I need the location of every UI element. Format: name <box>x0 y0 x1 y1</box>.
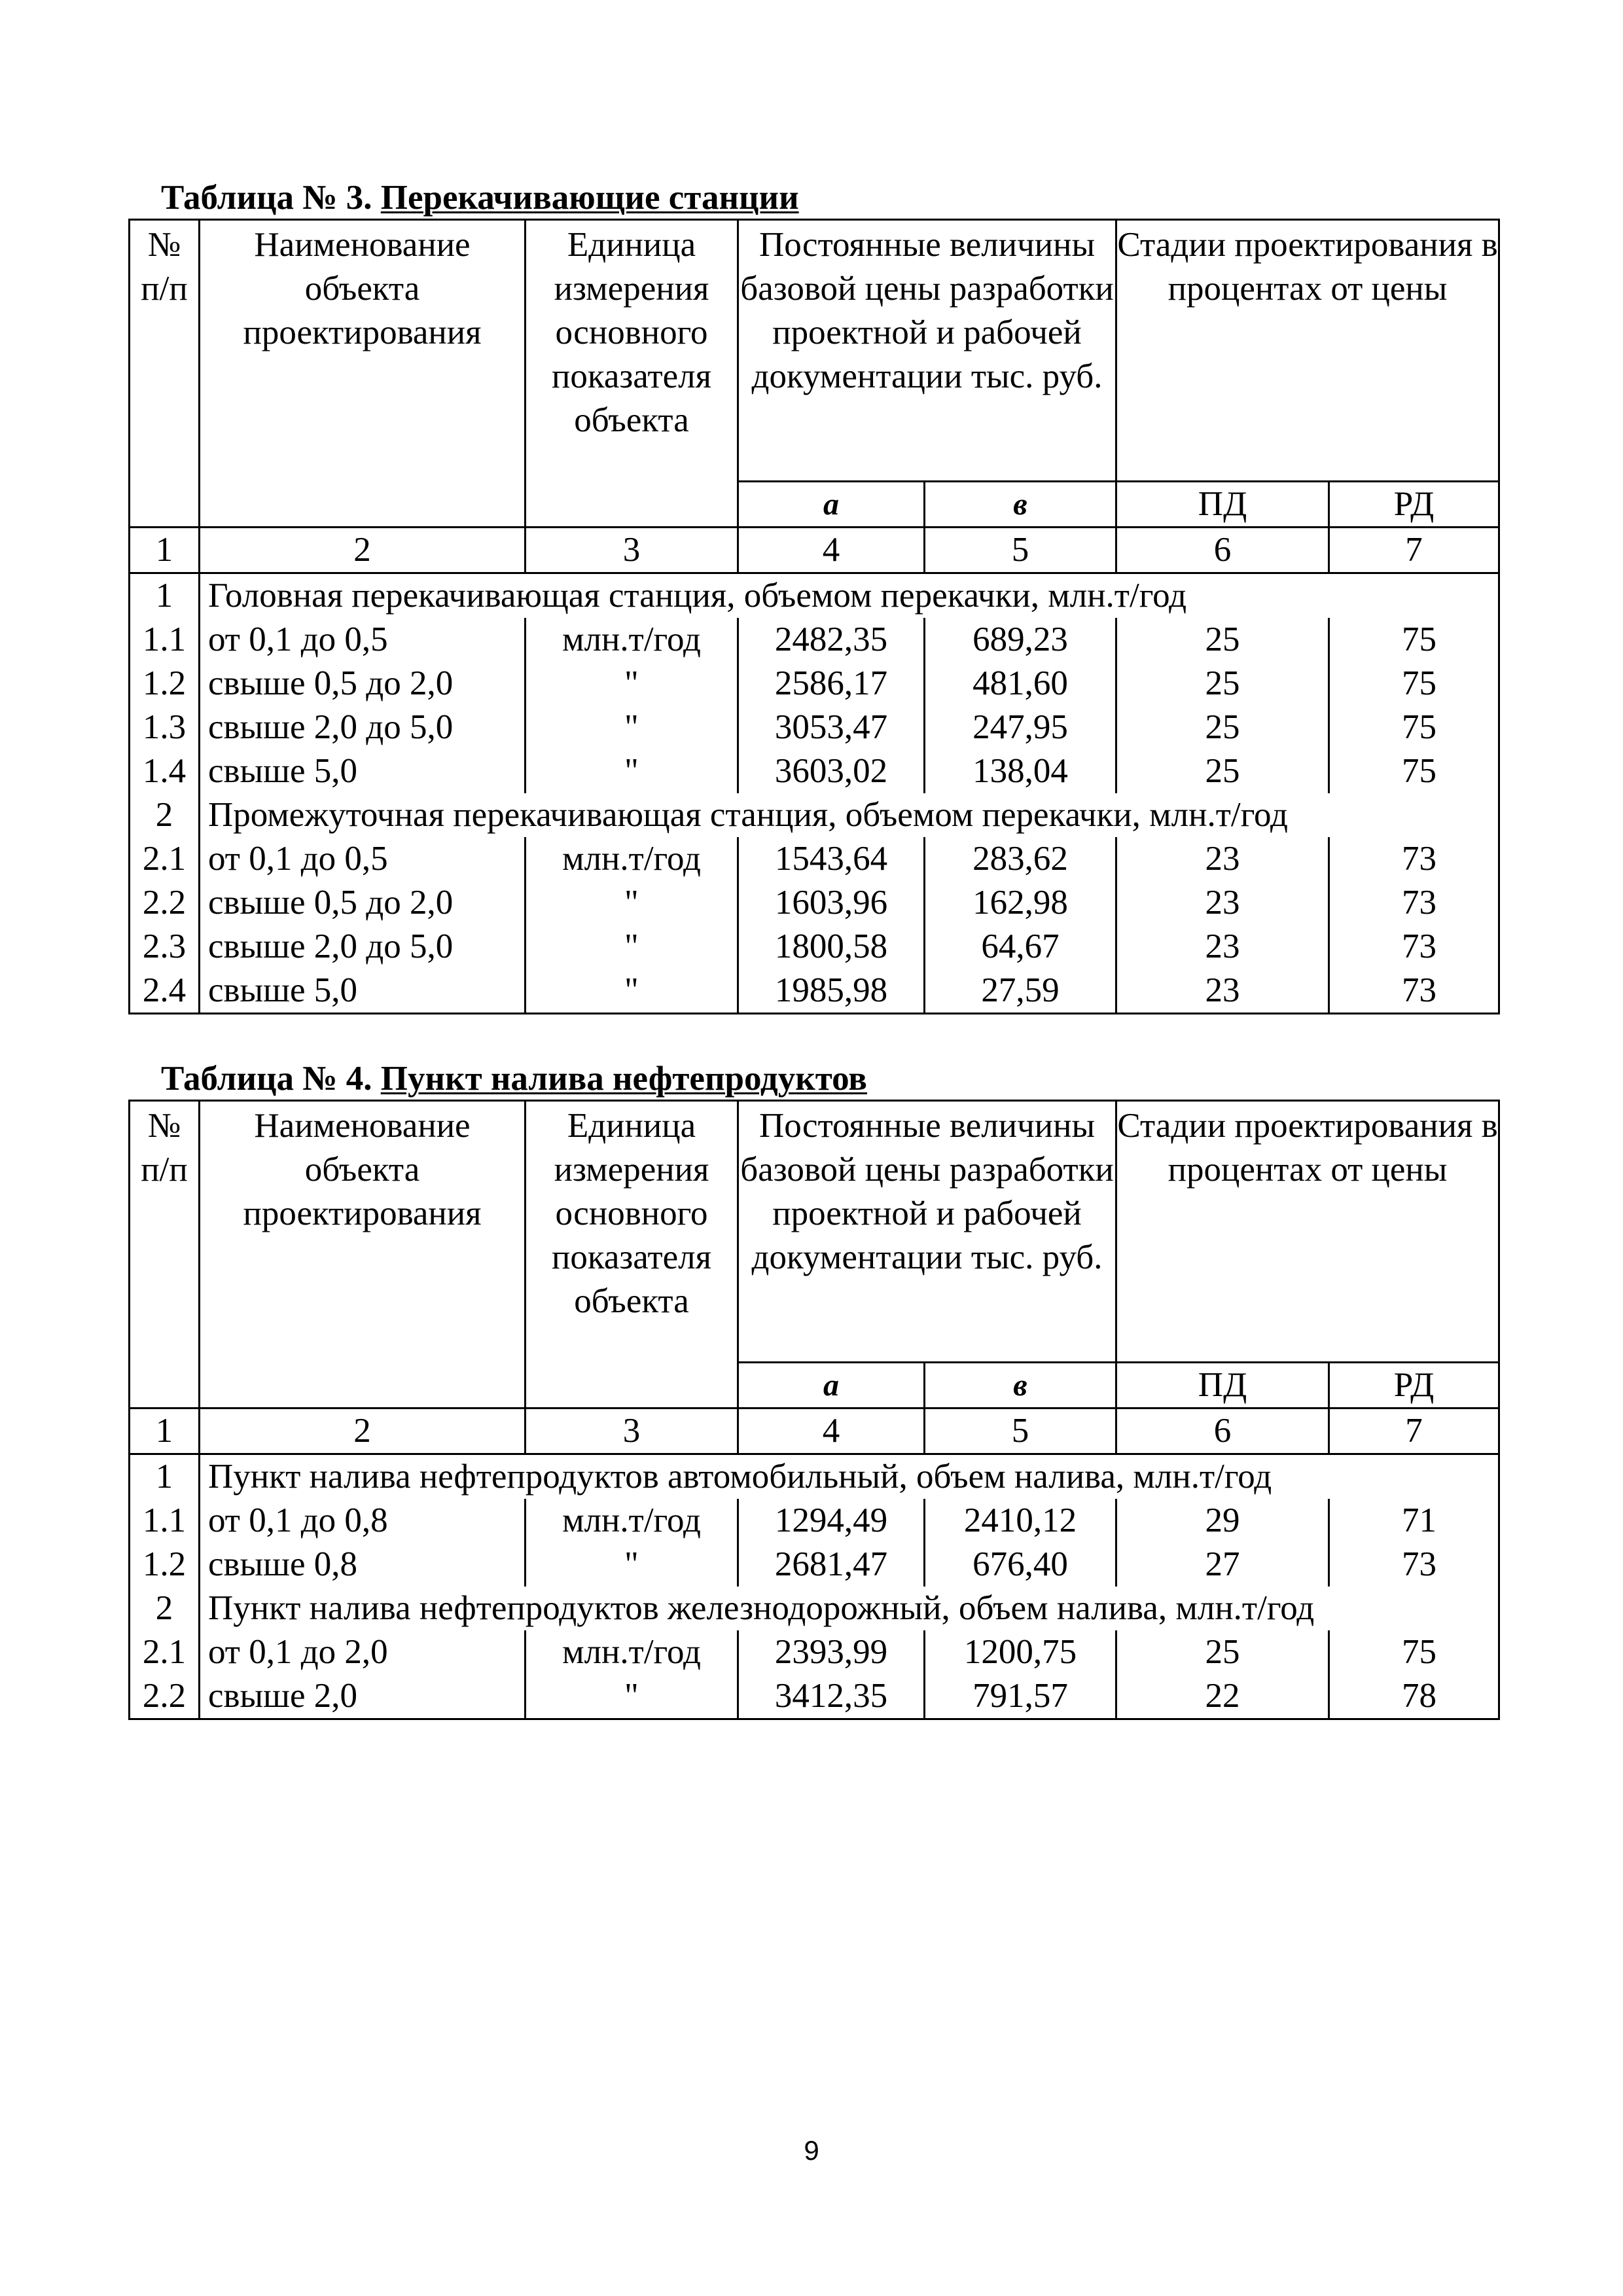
group-title: Пункт налива нефтепродуктов автомобильный, объем налива, млн.т/год <box>200 1454 1499 1499</box>
object-name: от 0,1 до 0,8 <box>200 1499 526 1543</box>
object-name: свыше 2,0 <box>200 1674 526 1719</box>
value-b: 1200,75 <box>925 1630 1116 1674</box>
column-number: 1 <box>130 528 200 573</box>
header-sub-rd: РД <box>1329 482 1499 528</box>
value-b: 689,23 <box>925 618 1116 662</box>
unit: " <box>526 662 738 706</box>
column-number: 1 <box>130 1408 200 1454</box>
header-sub-b: в <box>925 1363 1116 1408</box>
percent-rd: 75 <box>1329 618 1499 662</box>
object-name: свыше 2,0 до 5,0 <box>200 706 526 749</box>
table-row <box>130 749 1499 793</box>
percent-rd: 75 <box>1329 662 1499 706</box>
value-a: 3053,47 <box>738 706 925 749</box>
value-a: 1800,58 <box>738 925 925 969</box>
row-number: 1.1 <box>130 1499 200 1543</box>
value-b: 283,62 <box>925 837 1116 881</box>
table-3-title-prefix: Таблица № 3. <box>161 179 381 217</box>
group-title: Промежуточная перекачивающая станция, объемом перекачки, млн.т/год <box>200 793 1499 837</box>
column-number: 2 <box>200 528 526 573</box>
row-number: 2.3 <box>130 925 200 969</box>
value-b: 791,57 <box>925 1674 1116 1719</box>
value-b: 676,40 <box>925 1543 1116 1587</box>
value-b: 138,04 <box>925 749 1116 793</box>
percent-pd: 25 <box>1116 749 1329 793</box>
column-number: 7 <box>1329 1408 1499 1454</box>
percent-rd: 73 <box>1329 837 1499 881</box>
table-3 <box>128 219 1500 1014</box>
value-a: 1543,64 <box>738 837 925 881</box>
header-sub-b: в <box>925 482 1116 528</box>
column-number: 7 <box>1329 528 1499 573</box>
header-sub-pd: ПД <box>1116 1363 1329 1408</box>
value-a: 1985,98 <box>738 969 925 1014</box>
column-number: 4 <box>738 1408 925 1454</box>
unit: " <box>526 969 738 1014</box>
column-number: 2 <box>200 1408 526 1454</box>
page-number: 9 <box>804 2135 819 2166</box>
header-num: № п/п <box>130 220 200 528</box>
percent-pd: 23 <box>1116 881 1329 925</box>
value-b: 64,67 <box>925 925 1116 969</box>
header-stages: Стадии проектирования в процентах от цены <box>1116 220 1499 482</box>
table-row <box>130 837 1499 881</box>
column-number: 5 <box>925 528 1116 573</box>
table-row <box>130 969 1499 1014</box>
table-4-title-main: Пункт налива нефтепродуктов <box>380 1060 867 1098</box>
unit: млн.т/год <box>526 837 738 881</box>
column-number: 3 <box>526 1408 738 1454</box>
percent-pd: 22 <box>1116 1674 1329 1719</box>
unit: " <box>526 881 738 925</box>
percent-pd: 23 <box>1116 925 1329 969</box>
unit: млн.т/год <box>526 1630 738 1674</box>
unit: " <box>526 749 738 793</box>
column-number: 4 <box>738 528 925 573</box>
row-number: 2.4 <box>130 969 200 1014</box>
unit: " <box>526 1543 738 1587</box>
percent-rd: 71 <box>1329 1499 1499 1543</box>
column-numbers-row <box>130 1408 1499 1454</box>
header-unit: Единица измерения основного показателя объекта <box>526 220 738 528</box>
percent-pd: 25 <box>1116 618 1329 662</box>
header-sub-rd: РД <box>1329 1363 1499 1408</box>
percent-rd: 78 <box>1329 1674 1499 1719</box>
header-stages: Стадии проектирования в процентах от цены <box>1116 1101 1499 1363</box>
percent-rd: 73 <box>1329 881 1499 925</box>
value-a: 2586,17 <box>738 662 925 706</box>
table-row <box>130 925 1499 969</box>
percent-pd: 23 <box>1116 969 1329 1014</box>
header-base-price: Постоянные величины базовой цены разработки проектной и рабочей документации тыс. руб. <box>738 220 1116 482</box>
object-name: от 0,1 до 0,5 <box>200 837 526 881</box>
table-4-header <box>130 1101 1499 1454</box>
value-a: 2482,35 <box>738 618 925 662</box>
group-row <box>130 1587 1499 1630</box>
row-number: 2.2 <box>130 1674 200 1719</box>
value-b: 27,59 <box>925 969 1116 1014</box>
column-number: 5 <box>925 1408 1116 1454</box>
percent-rd: 75 <box>1329 749 1499 793</box>
value-b: 247,95 <box>925 706 1116 749</box>
table-3-header <box>130 220 1499 573</box>
column-number: 6 <box>1116 1408 1329 1454</box>
table-3-title <box>161 177 1498 219</box>
unit: млн.т/год <box>526 1499 738 1543</box>
row-number: 1.4 <box>130 749 200 793</box>
table-4-body <box>130 1454 1499 1719</box>
object-name: от 0,1 до 2,0 <box>200 1630 526 1674</box>
percent-pd: 25 <box>1116 1630 1329 1674</box>
value-a: 3603,02 <box>738 749 925 793</box>
table-row <box>130 1674 1499 1719</box>
row-number: 1.2 <box>130 662 200 706</box>
percent-rd: 73 <box>1329 925 1499 969</box>
column-number: 6 <box>1116 528 1329 573</box>
header-object-name: Наименование объекта проектирования <box>200 220 526 528</box>
group-row <box>130 793 1499 837</box>
group-row <box>130 1454 1499 1499</box>
table-3-block <box>128 177 1498 1014</box>
row-number: 2.1 <box>130 1630 200 1674</box>
object-name: свыше 0,5 до 2,0 <box>200 881 526 925</box>
percent-pd: 25 <box>1116 662 1329 706</box>
unit: " <box>526 925 738 969</box>
header-sub-a: а <box>738 1363 925 1408</box>
table-3-body <box>130 573 1499 1014</box>
unit: " <box>526 706 738 749</box>
object-name: свыше 5,0 <box>200 749 526 793</box>
row-number: 2.1 <box>130 837 200 881</box>
table-row <box>130 1630 1499 1674</box>
percent-pd: 25 <box>1116 706 1329 749</box>
group-number: 2 <box>130 1587 200 1630</box>
value-a: 3412,35 <box>738 1674 925 1719</box>
percent-pd: 29 <box>1116 1499 1329 1543</box>
value-b: 162,98 <box>925 881 1116 925</box>
group-title: Пункт налива нефтепродуктов железнодорожный, объем налива, млн.т/год <box>200 1587 1499 1630</box>
table-4-title <box>161 1058 1498 1100</box>
table-row <box>130 662 1499 706</box>
percent-rd: 75 <box>1329 706 1499 749</box>
value-b: 2410,12 <box>925 1499 1116 1543</box>
object-name: от 0,1 до 0,5 <box>200 618 526 662</box>
unit: " <box>526 1674 738 1719</box>
column-number: 3 <box>526 528 738 573</box>
table-4 <box>128 1100 1500 1720</box>
table-row <box>130 1543 1499 1587</box>
table-row <box>130 706 1499 749</box>
object-name: свыше 0,5 до 2,0 <box>200 662 526 706</box>
object-name: свыше 0,8 <box>200 1543 526 1587</box>
value-a: 2393,99 <box>738 1630 925 1674</box>
percent-rd: 73 <box>1329 1543 1499 1587</box>
value-a: 1603,96 <box>738 881 925 925</box>
table-row <box>130 881 1499 925</box>
group-number: 2 <box>130 793 200 837</box>
value-a: 1294,49 <box>738 1499 925 1543</box>
header-unit: Единица измерения основного показателя объекта <box>526 1101 738 1408</box>
table-4-title-prefix: Таблица № 4. <box>161 1060 381 1098</box>
table-row <box>130 618 1499 662</box>
column-numbers-row <box>130 528 1499 573</box>
value-a: 2681,47 <box>738 1543 925 1587</box>
table-3-title-main: Перекачивающие станции <box>380 179 799 217</box>
value-b: 481,60 <box>925 662 1116 706</box>
header-base-price: Постоянные величины базовой цены разработки проектной и рабочей документации тыс. руб. <box>738 1101 1116 1363</box>
header-num: № п/п <box>130 1101 200 1408</box>
header-sub-a: а <box>738 482 925 528</box>
object-name: свыше 2,0 до 5,0 <box>200 925 526 969</box>
percent-rd: 73 <box>1329 969 1499 1014</box>
row-number: 1.2 <box>130 1543 200 1587</box>
header-object-name: Наименование объекта проектирования <box>200 1101 526 1408</box>
unit: млн.т/год <box>526 618 738 662</box>
group-title: Головная перекачивающая станция, объемом перекачки, млн.т/год <box>200 573 1499 619</box>
table-row <box>130 1499 1499 1543</box>
row-number: 1.3 <box>130 706 200 749</box>
group-number: 1 <box>130 1454 200 1499</box>
table-4-block <box>128 1058 1498 1720</box>
header-sub-pd: ПД <box>1116 482 1329 528</box>
group-number: 1 <box>130 573 200 619</box>
percent-rd: 75 <box>1329 1630 1499 1674</box>
percent-pd: 23 <box>1116 837 1329 881</box>
group-row <box>130 573 1499 619</box>
object-name: свыше 5,0 <box>200 969 526 1014</box>
row-number: 2.2 <box>130 881 200 925</box>
row-number: 1.1 <box>130 618 200 662</box>
percent-pd: 27 <box>1116 1543 1329 1587</box>
